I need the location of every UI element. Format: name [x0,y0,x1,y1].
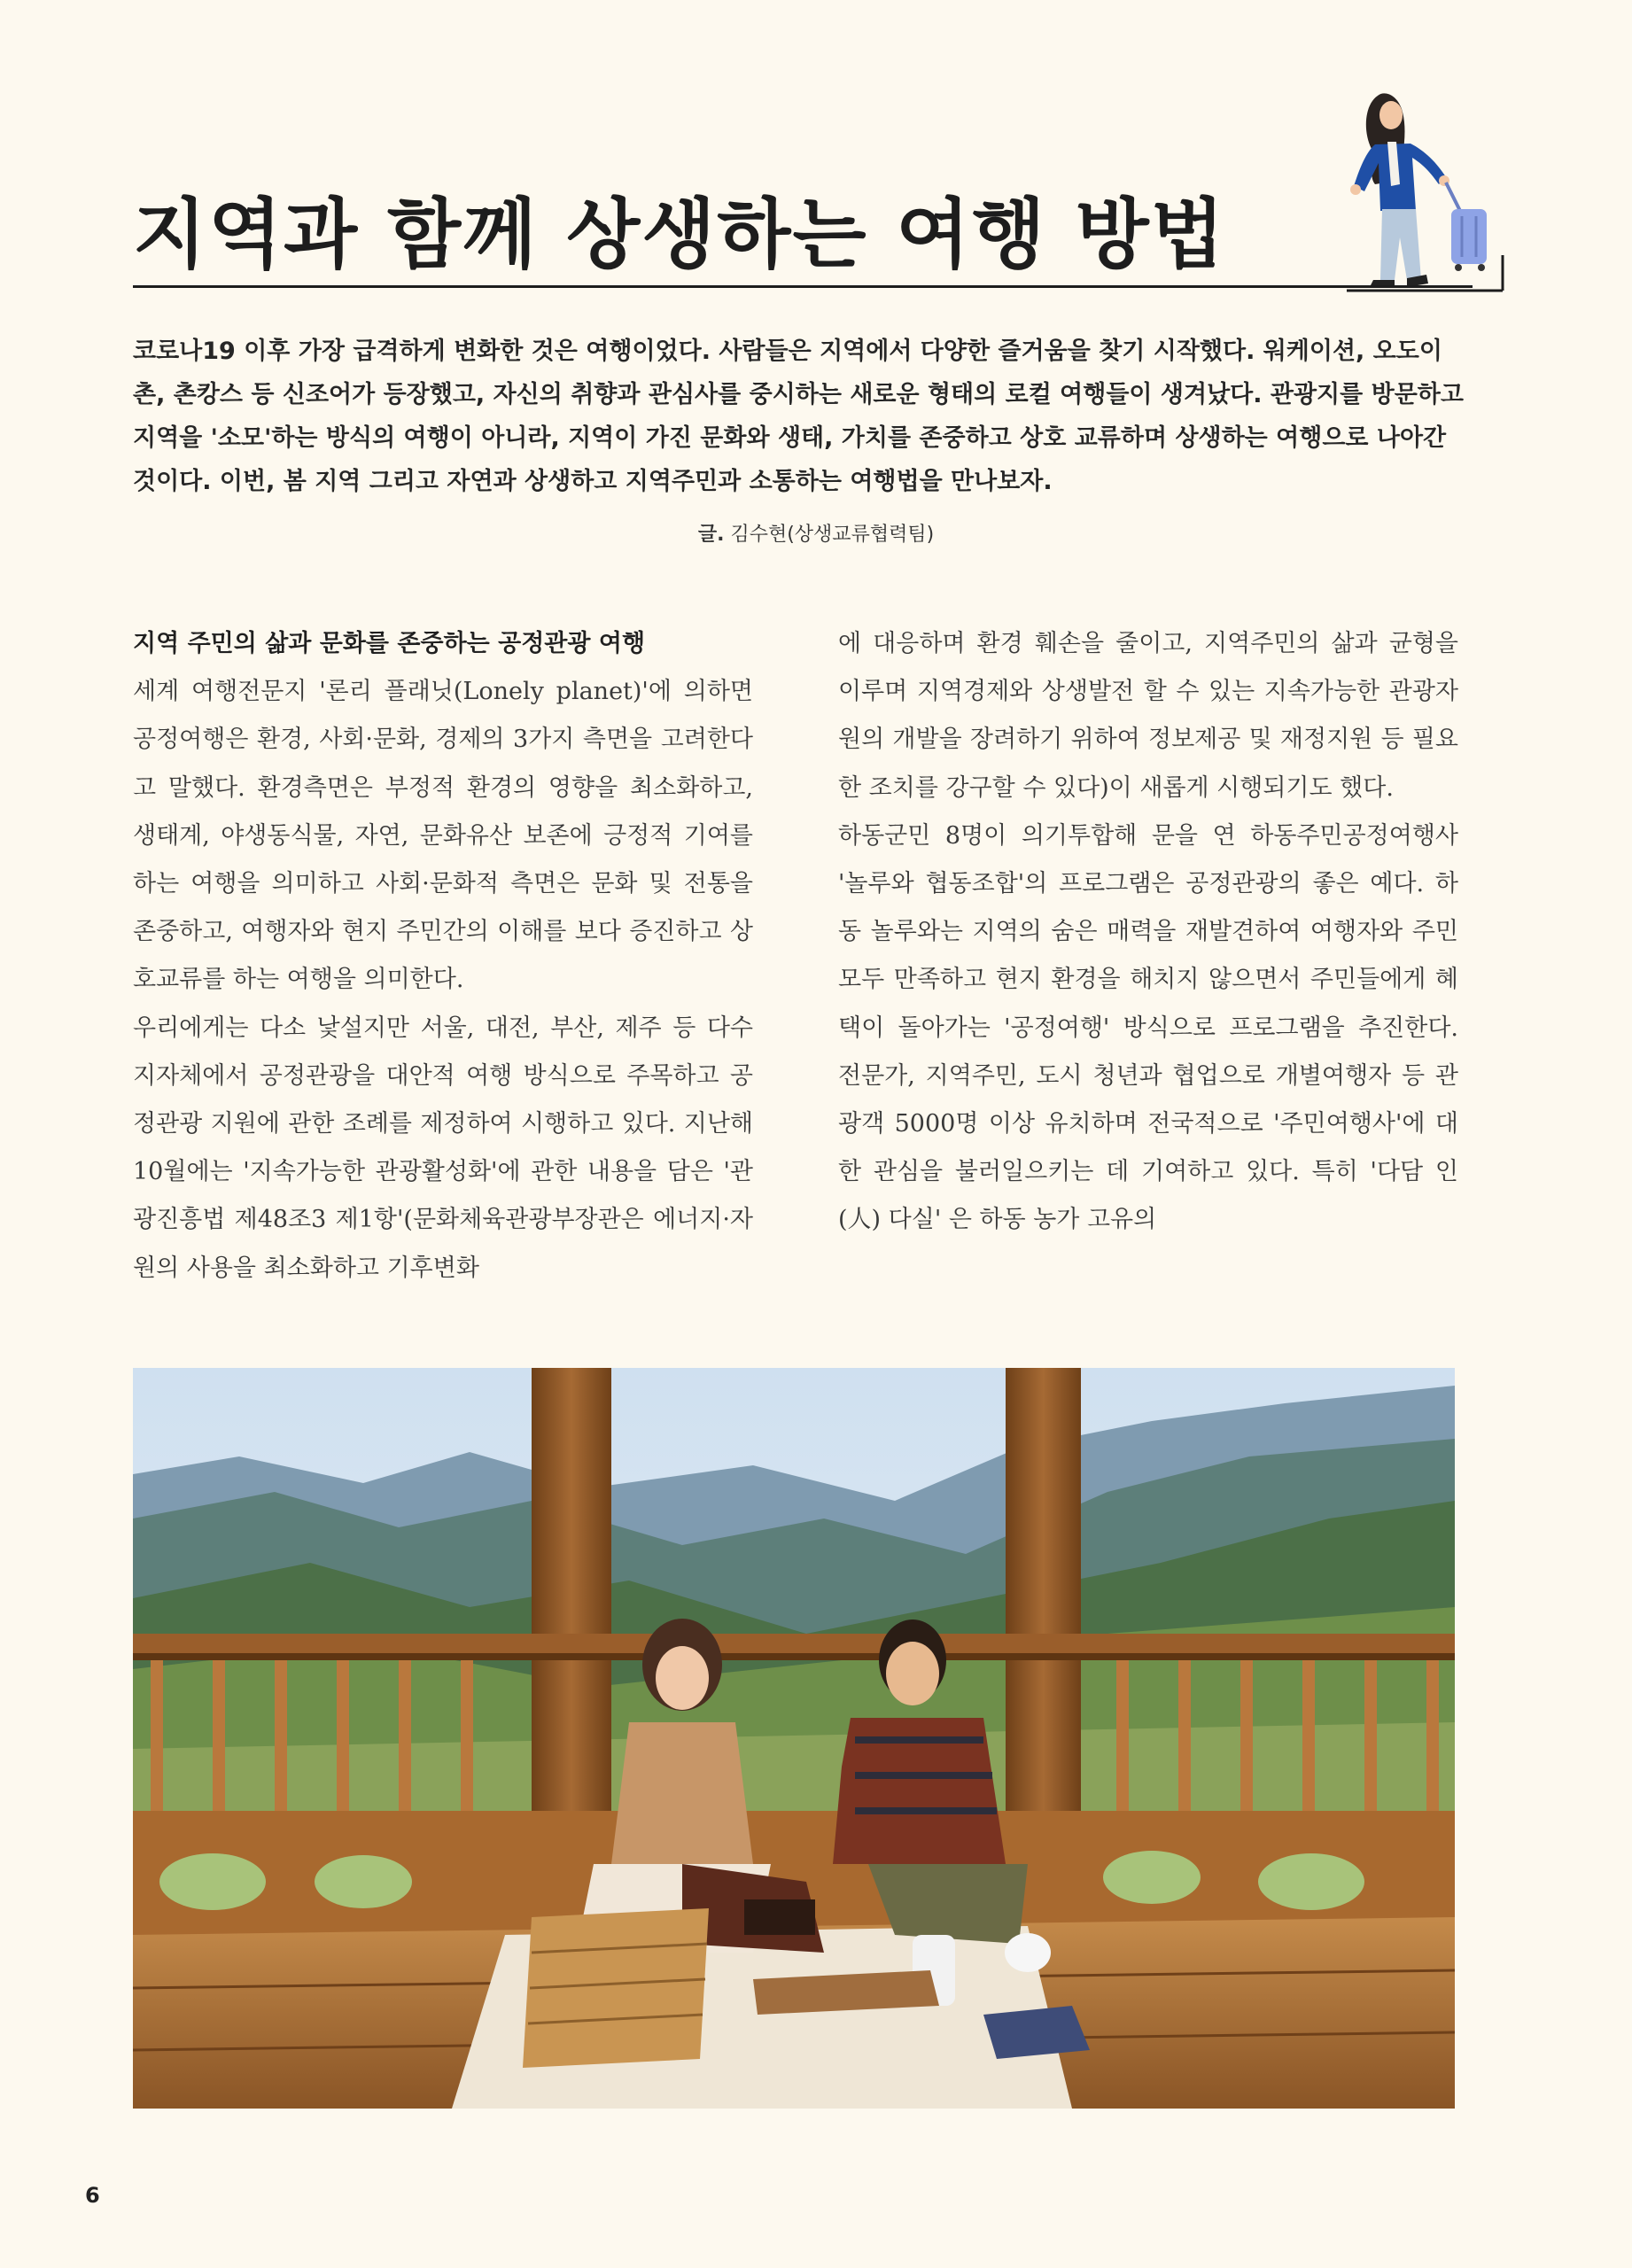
byline-author: 김수현(상생교류협력팀) [730,524,935,546]
traveler-with-suitcase-icon [1329,78,1506,299]
body-paragraph: 하동군민 8명이 의기투합해 문을 연 하동주민공정여행사 '놀루와 협동조합'의 프로그램은 공정관광의 좋은 예다. 하동 놀루와는 지역의 숨은 매력을 재발견하여 여행자와 주민 모두 만족하고 현지 환경을 해치지 않으면서 주민들에게 혜택이 돌아가는 '공정여행' 방식으로 프로그램을 추진한다. 전문가, 지역주민, 도시 청년과 협업으로 개별여행자 등 관광객 5000명 이상 유치하며 전국적으로 '주민여행사'에 대한 관심을 불러일으키는 데 기여하고 있다. 특히 '다담 인(人) 다실' 은 하동 농가 고유의 [838,821,1458,1234]
page-title: 지역과 함께 상생하는 여행 방법 [133,190,1226,279]
body-paragraph: 세계 여행전문지 '론리 플래닛(Lonely planet)'에 의하면 공정여행은 환경, 사회·문화, 경제의 3가지 측면을 고려한다고 말했다. 환경측면은 부정적 환경의 영향을 최소화하고, 생태계, 야생동식물, 자연, 문화유산 보존에 긍정적 기여를 하는 여행을 의미하고 사회·문화적 측면은 문화 및 전통을 존중하고, 여행자와 현지 주민간의 이해를 보다 증진하고 상호교류를 하는 여행을 의미한다. [133,678,753,994]
lead-paragraph: 코로나19 이후 가장 급격하게 변화한 것은 여행이었다. 사람들은 지역에서 다양한 즐거움을 찾기 시작했다. 워케이션, 오도이촌, 촌캉스 등 신조어가 등장했고, 자신의 취향과 관심사를 중시하는 새로운 형태의 로컬 여행들이 생겨났다. 관광지를 방문하고 지역을 '소모'하는 방식의 여행이 아니라, 지역이 가진 문화와 생태, 가치를 존중하고 상호 교류하며 상생하는 여행으로 나아간 것이다. 이번, 봄 지역 그리고 자연과 상생하고 지역주민과 소통하는 여행법을 만나보자. [133,338,1464,495]
article-column-right [838,620,1458,1245]
body-paragraph: 우리에게는 다소 낯설지만 서울, 대전, 부산, 제주 등 다수 지자체에서 공정관광을 대안적 여행 방식으로 주목하고 공정관광 지원에 관한 조례를 제정하여 시행하고 있다. 지난해 10월에는 '지속가능한 관광활성화'에 관한 내용을 담은 '관광진흥법 제48조3 제1항'(문화체육관광부장관은 에너지·자원의 사용을 최소화하고 기후변화 [133,1014,753,1282]
byline-label: 글. [697,524,725,546]
body-paragraph: 에 대응하며 환경 훼손을 줄이고, 지역주민의 삶과 균형을 이루며 지역경제와 상생발전 할 수 있는 지속가능한 관광자원의 개발을 장려하기 위하여 정보제공 및 재정지원 등 필요한 조치를 강구할 수 있다)이 새롭게 시행되기도 했다. [838,630,1458,802]
pavilion-tea-photo [133,1368,1455,2109]
article-column-left [133,620,753,1293]
section-subheading: 지역 주민의 삶과 문화를 존중하는 공정관광 여행 [133,630,646,657]
title-divider [133,285,1473,288]
byline [0,519,1632,547]
page-number: 6 [85,2183,100,2208]
